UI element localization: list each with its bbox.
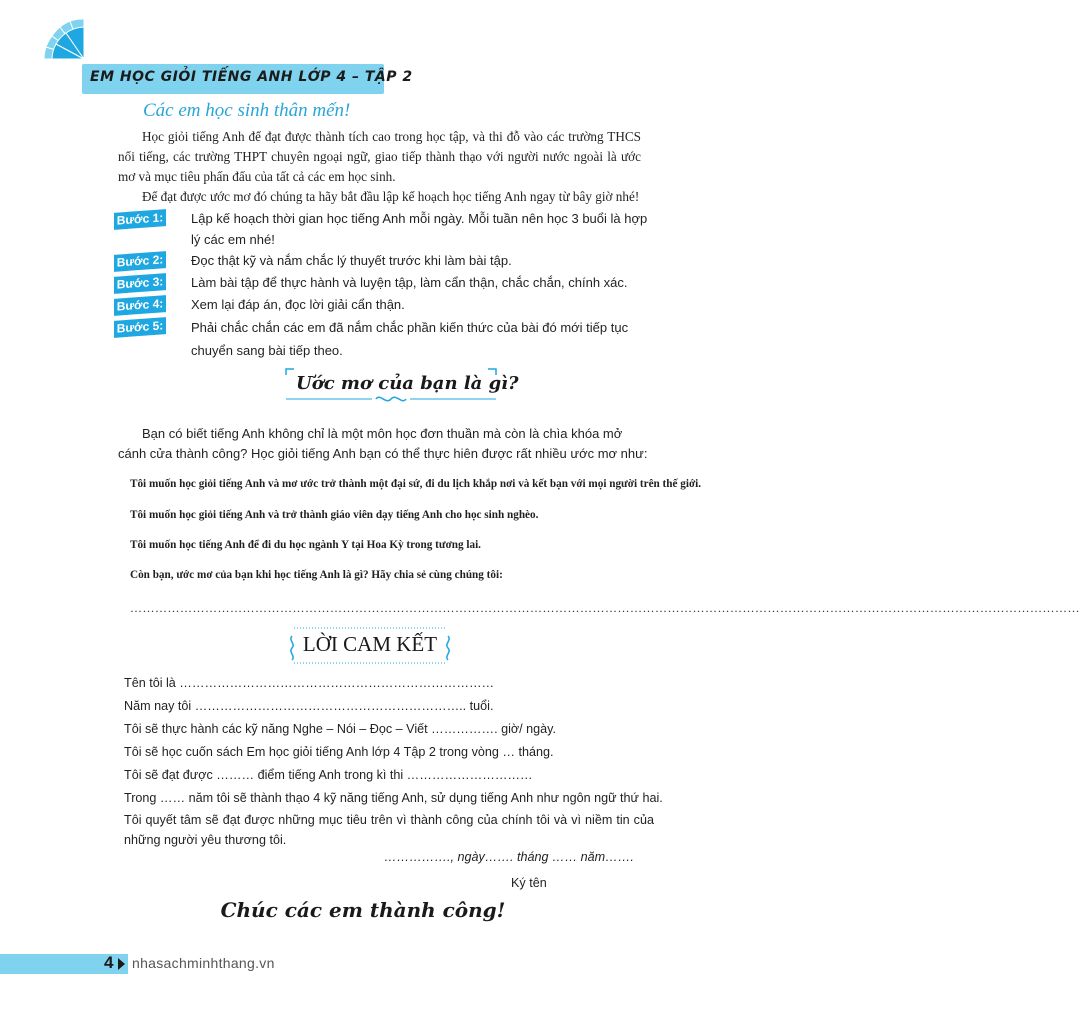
page-number: 4	[104, 953, 114, 972]
step-text: Phải chắc chắn các em đã nắm chắc phần kiến thức của bài đó mới tiếp tục chuyển sang bài tiếp theo.	[191, 320, 629, 358]
fan-logo-icon	[44, 14, 94, 64]
header-title: EM HỌC GIỎI TIẾNG ANH LỚP 4 – TẬP 2	[90, 69, 413, 85]
commitment-line-name: Tên tôi là …………………………………………………………………	[124, 676, 495, 690]
commitment-line-score: Tôi sẽ đạt được ……… điểm tiếng Anh trong kì thi …………………………	[124, 768, 533, 782]
dream-example: Tôi muốn học giỏi tiếng Anh và trở thành giáo viên dạy tiếng Anh cho học sinh nghèo.	[130, 509, 539, 521]
dream-example: Tôi muốn học giỏi tiếng Anh và mơ ước trở thành một đại sứ, đi du lịch khắp nơi và kết bạn với mọi người trên thế giới.	[130, 478, 702, 490]
dream-example: Tôi muốn học tiếng Anh để đi du học ngành Y tại Hoa Kỳ trong tương lai.	[130, 539, 481, 551]
step-badge: Bước 5:	[114, 317, 166, 338]
dream-title: Ước mơ của bạn là gì?	[296, 373, 519, 394]
website-link[interactable]: nhasachminhthang.vn	[132, 955, 275, 971]
commitment-line-book: Tôi sẽ học cuốn sách Em học giỏi tiếng Anh lớp 4 Tập 2 trong vòng … tháng.	[124, 745, 554, 759]
commitment-line-skills: Trong …… năm tôi sẽ thành thạo 4 kỹ năng tiếng Anh, sử dụng tiếng Anh như ngôn ngữ thứ hai.	[124, 791, 663, 805]
dream-heading	[284, 367, 519, 407]
intro-paragraph-2: Để đạt được ước mơ đó chúng ta hãy bắt đầu lập kế hoạch học tiếng Anh ngay từ bây giờ nhé!	[142, 189, 640, 204]
step-badge: Bước 4:	[114, 295, 166, 316]
commitment-line-practice: Tôi sẽ thực hành các kỹ năng Nghe – Nói – Đọc – Viết ……………. giờ/ ngày.	[124, 722, 557, 736]
step-text: Đọc thật kỹ và nắm chắc lý thuyết trước khi làm bài tập.	[191, 253, 512, 268]
commitment-line-resolve: Tôi quyết tâm sẽ đạt được những mục tiêu trên vì thành công của chính tôi và vì niềm tin của những người yêu thương tôi.	[124, 813, 654, 847]
page-marker-icon	[118, 958, 125, 970]
step-badge: Bước 1:	[114, 209, 166, 230]
answer-dots: …………………………………………………………………………………………………………………………………………………………………………………………………………	[130, 601, 1080, 615]
intro-paragraph-1: Học giỏi tiếng Anh để đạt được thành tích cao trong học tập, và thi đỗ vào các trường THCS nổi tiếng, các trường THPT chuyên ngoại ngữ, giao tiếp thành thạo với người nước ngoài là ước mơ và mục tiêu phấn đấu của tất cả các em học sinh.	[118, 129, 641, 184]
step-text: Xem lại đáp án, đọc lời giải cẩn thận.	[191, 297, 405, 312]
dream-intro: Bạn có biết tiếng Anh không chỉ là một môn học đơn thuần mà còn là chìa khóa mở cánh cửa thành công? Học giỏi tiếng Anh bạn có thể thực hiên được rất nhiều ước mơ như:	[118, 426, 648, 461]
date-line: ……………., ngày……. tháng …… năm…….	[384, 850, 634, 864]
dream-prompt: Còn bạn, ước mơ của bạn khi học tiếng Anh là gì? Hãy chia sẻ cùng chúng tôi:	[130, 569, 503, 581]
commitment-heading	[288, 626, 452, 666]
greeting: Các em học sinh thân mến!	[143, 100, 351, 121]
signature-label: Ký tên	[511, 876, 547, 890]
step-text: Làm bài tập để thực hành và luyện tập, làm cẩn thận, chắc chắn, chính xác.	[191, 275, 628, 290]
commitment-title: LỜI CAM KẾT	[302, 632, 438, 656]
step-badge: Bước 2:	[114, 251, 166, 272]
commitment-line-age: Năm nay tôi ……………………………………………………….. tuổi.	[124, 699, 494, 713]
step-text: Lập kế hoạch thời gian học tiếng Anh mỗi ngày. Mỗi tuần nên học 3 buổi là hợp lý các em nhé!	[191, 211, 648, 247]
closing-message: Chúc các em thành công!	[220, 898, 506, 922]
step-badge: Bước 3:	[114, 273, 166, 294]
